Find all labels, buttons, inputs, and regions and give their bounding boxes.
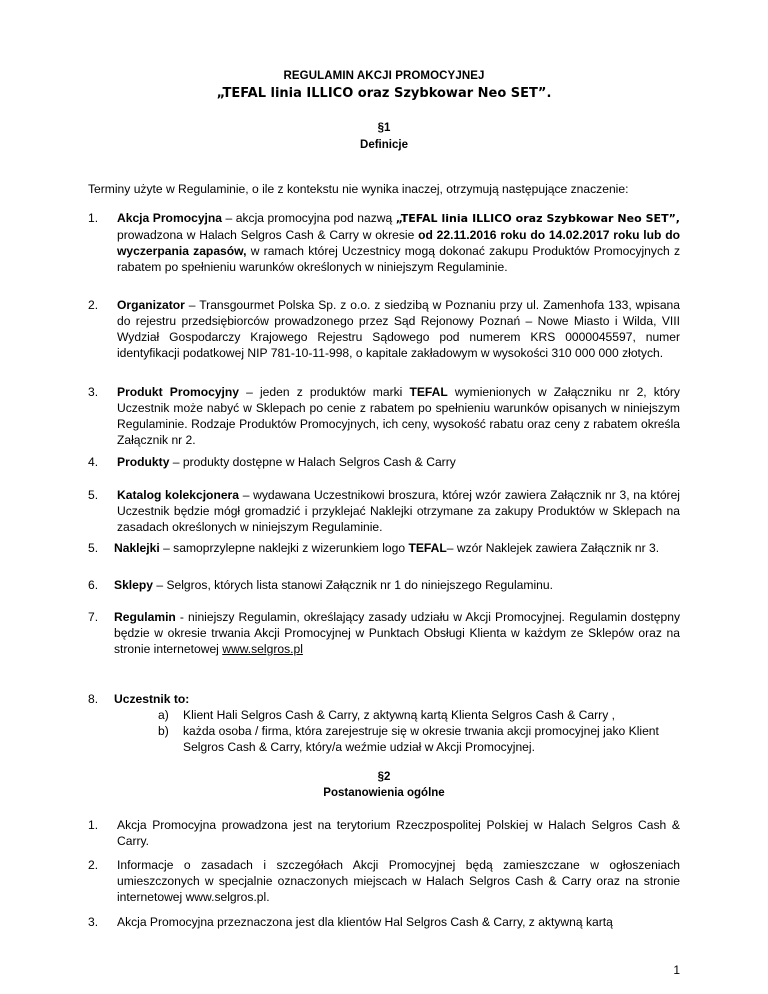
- promo-period: od 22.11.2016 roku do 14.02.2017 roku lub do wyczerpania zapasów,: [117, 228, 680, 258]
- item-text-part: prowadzona w Halach Selgros Cash & Carry w okresie: [117, 228, 419, 242]
- item-text-part: – produkty dostępne w Halach Selgros Cash & Carry: [169, 455, 456, 469]
- item-text: [117, 297, 680, 361]
- item-text: [114, 577, 680, 593]
- item-text: Informacje o zasadach i szczegółach Akcji Promocyjnej będą zamieszczane w ogłoszeniach umieszczonych w specjalnie oznaczonych miejscach w Halach Selgros Cash & Carry oraz na stronie internetowej www.selgros.pl.: [117, 858, 680, 904]
- item-text: [117, 384, 680, 448]
- promo-name: „TEFAL linia ILLICO oraz Szybkowar Neo SET”,: [395, 212, 680, 225]
- document-subtitle: „TEFAL linia ILLICO oraz Szybkowar Neo SET”.: [216, 86, 552, 101]
- section1-intro: Terminy użyte w Regulaminie, o ile z kontekstu nie wynika inaczej, otrzymują następujące znaczenie:: [88, 182, 629, 196]
- item-number: 1.: [88, 818, 99, 832]
- website-link[interactable]: www.selgros.pl: [222, 642, 303, 656]
- item-number: 6.: [88, 578, 99, 592]
- item-number: 4.: [88, 455, 99, 469]
- item-term: Naklejki: [114, 541, 160, 555]
- item-number: 5.: [88, 488, 99, 502]
- item-text: [114, 691, 680, 707]
- item-number: 5.: [88, 541, 99, 555]
- section2-number: §2: [377, 771, 391, 783]
- item-number: 8.: [88, 692, 99, 706]
- section1-name: Definicje: [360, 139, 408, 151]
- subitem-text: Klient Hali Selgros Cash & Carry, z aktywną kartą Klienta Selgros Cash & Carry ,: [183, 708, 615, 722]
- item-term: Akcja Promocyjna: [117, 211, 223, 225]
- item-number: 3.: [88, 385, 99, 399]
- document-title: REGULAMIN AKCJI PROMOCYJNEJ: [283, 70, 485, 82]
- item-number: 3.: [88, 915, 99, 929]
- item-text: Akcja Promocyjna prowadzona jest na terytorium Rzeczpospolitej Polskiej w Halach Selgros Cash & Carry.: [117, 818, 680, 848]
- item-text-part: – jeden z produktów marki: [239, 385, 410, 399]
- item-text-part: w ramach której Uczestnicy mogą dokonać zakupu Produktów Promocyjnych z rabatem po spełnieniu warunków określonych w niniejszym Regulaminie.: [117, 244, 680, 274]
- brand-name: TEFAL: [409, 385, 448, 399]
- item-text-part: – Transgourmet Polska Sp. z o.o. z siedzibą w Poznaniu przy ul. Zamenhofa 133, wpisana do rejestru przedsiębiorców prowadzonego przez Sąd Rejonowy Poznań – Nowe Miasto i Wilda, VIII Wydział Gospodarczy Krajowego Rejestru Sądowego pod numerem KRS 0000045597, numer identyfikacji podatkowej NIP 781-10-11-998, o kapitale zakładowym w wysokości 310 000 000 złotych.: [117, 298, 680, 360]
- item-text: [117, 454, 680, 470]
- item-text-part: – akcja promocyjna pod nazwą: [222, 211, 396, 225]
- item-text-part: – samoprzylepne naklejki z wizerunkiem logo: [159, 541, 409, 555]
- item-number: 1.: [88, 211, 99, 225]
- subitem-text: każda osoba / firma, która zarejestruje się w okresie trwania akcji promocyjnej jako Klient Selgros Cash & Carry, który/a weźmie udział w Akcji Promocyjnej.: [183, 724, 659, 754]
- item-text: [114, 609, 680, 657]
- item-term: Sklepy: [114, 578, 153, 592]
- subitem-label: a): [158, 708, 169, 722]
- section2-name: Postanowienia ogólne: [323, 787, 445, 799]
- item-text-part: wymienionych w Załączniku nr 2, który Uczestnik może nabyć w Sklepach po cenie z rabatem po spełnieniu warunków opisanych w niniejszym Regulaminie. Rodzaje Produktów Promocyjnych, ich ceny, wysokość rabatu oraz ceny z rabatem określa Załącznik nr 2.: [117, 385, 680, 447]
- item-text-part: – wzór Naklejek zawiera Załącznik nr 3.: [446, 541, 660, 555]
- item-number: 2.: [88, 858, 99, 872]
- item-term: Regulamin: [114, 610, 176, 624]
- item-text-part: – Selgros, których lista stanowi Załącznik nr 1 do niniejszego Regulaminu.: [153, 578, 553, 592]
- item-text-part: – wydawana Uczestnikowi broszura, której wzór zawiera Załącznik nr 3, na której Uczestnik będzie mógł gromadzić i przyklejać Naklejki otrzymane za zakupy Produktów w Sklepach na zasadach określonych w niniejszym Regulaminie.: [117, 488, 680, 534]
- brand-name: TEFAL: [408, 541, 447, 555]
- item-text-part: - niniejszy Regulamin, określający zasady udziału w Akcji Promocyjnej. Regulamin dostępny będzie w okresie trwania Akcji Promocyjnej w Punktach Obsługi Klienta w każdym ze Sklepów oraz na stronie internetowej: [114, 610, 680, 656]
- item-number: 7.: [88, 610, 99, 624]
- item-number: 2.: [88, 298, 99, 312]
- item-term: Produkt Promocyjny: [117, 385, 240, 399]
- item-term: Organizator: [117, 298, 185, 312]
- subitem-label: b): [158, 724, 169, 738]
- item-text: [117, 210, 680, 275]
- item-text: Akcja Promocyjna przeznaczona jest dla klientów Hal Selgros Cash & Carry, z aktywną kartą: [117, 915, 613, 929]
- item-text: [117, 487, 680, 535]
- item-term: Katalog kolekcjonera: [117, 488, 239, 502]
- item-term: Uczestnik to:: [114, 692, 190, 706]
- section1-number: §1: [377, 122, 391, 134]
- item-term: Produkty: [117, 455, 170, 469]
- page-number: 1: [673, 963, 680, 977]
- item-text: [114, 540, 680, 556]
